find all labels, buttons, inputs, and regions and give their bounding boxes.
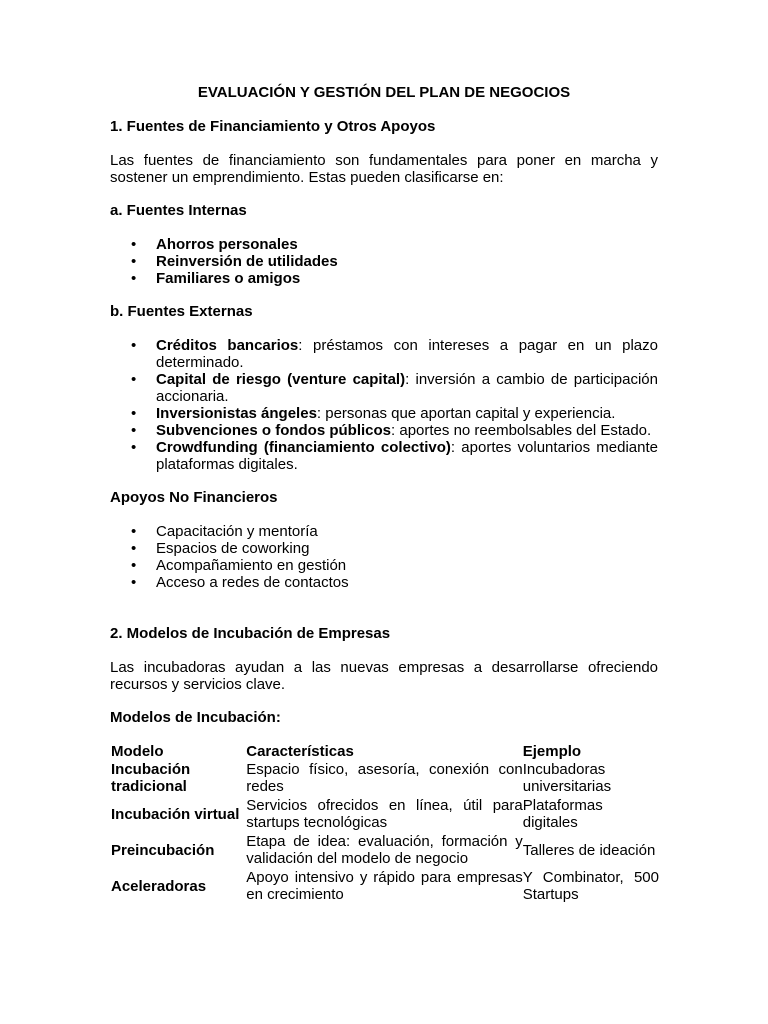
table-cell-features: Etapa de idea: evaluación, formación y validación del modelo de negocio: [246, 833, 523, 867]
internal-sources-heading: a. Fuentes Internas: [110, 202, 247, 219]
bullet-icon: •: [131, 405, 137, 422]
table-cell-example: Plataformas digitales: [522, 797, 603, 831]
list-item: [131, 337, 658, 371]
list-item: [131, 371, 658, 405]
table-cell-features: Servicios ofrecidos en línea, útil para startups tecnológicas: [246, 797, 523, 831]
table-row: [111, 869, 659, 905]
table-cell-model: Incubación virtual: [111, 805, 240, 823]
table-cell-features: Espacio físico, asesoría, conexión con redes: [246, 761, 523, 795]
column-header-ejemplo: Ejemplo: [522, 743, 582, 760]
table-header-row: [111, 743, 659, 761]
list-item-term: Inversionistas ángeles: [156, 405, 317, 422]
incubation-models-table: [111, 743, 659, 905]
table-cell-example: Y Combinator, 500 Startups: [522, 869, 659, 903]
list-item-desc: : aportes voluntarios mediante plataformas digitales.: [156, 439, 658, 473]
table-row: [111, 797, 659, 833]
list-item: • Acompañamiento en gestión: [131, 557, 347, 574]
bullet-icon: •: [131, 337, 137, 354]
list-item-term: Subvenciones o fondos públicos: [156, 422, 392, 439]
spacer: [110, 607, 658, 625]
bullet-icon: •: [131, 540, 137, 557]
list-item-desc: : préstamos con intereses a pagar en un plazo determinado.: [156, 337, 658, 371]
list-item-term: Crowdfunding (financiamiento colectivo): [156, 439, 451, 456]
list-item: • Familiares o amigos: [131, 270, 301, 287]
list-item-desc: : inversión a cambio de participación accionaria.: [156, 371, 658, 405]
table-cell-example: Talleres de ideación: [522, 841, 656, 859]
list-item-term: Capital de riesgo (venture capital): [156, 371, 406, 388]
bullet-icon: •: [131, 422, 137, 439]
list-item: • Acceso a redes de contactos: [131, 574, 349, 591]
bullet-icon: •: [131, 523, 137, 540]
table-row: [111, 761, 659, 797]
bullet-icon: •: [131, 557, 137, 574]
bullet-icon: •: [131, 236, 137, 253]
column-header-modelo: Modelo: [111, 743, 164, 760]
section2-intro: Las incubadoras ayudan a las nuevas empresas a desarrollarse ofreciendo recursos y servicios clave.: [110, 659, 658, 693]
list-item-desc: : aportes no reembolsables del Estado.: [391, 422, 652, 439]
list-item: [131, 439, 658, 473]
table-cell-model: Preincubación: [111, 841, 215, 859]
table-cell-features: Apoyo intensivo y rápido para empresas en crecimiento: [246, 869, 523, 903]
bullet-icon: •: [131, 270, 137, 287]
table-cell-model: Aceleradoras: [111, 877, 207, 895]
table-cell-example: Incubadoras universitarias: [522, 761, 612, 795]
bullet-icon: •: [131, 574, 137, 591]
document-title: EVALUACIÓN Y GESTIÓN DEL PLAN DE NEGOCIOS: [197, 84, 571, 101]
external-sources-heading: b. Fuentes Externas: [110, 303, 253, 320]
list-item-desc: : personas que aportan capital y experiencia.: [316, 405, 616, 422]
list-item: • Ahorros personales: [131, 236, 298, 253]
list-item: • Espacios de coworking: [131, 540, 310, 557]
non-financial-heading: Apoyos No Financieros: [110, 489, 278, 506]
section1-intro: Las fuentes de financiamiento son fundamentales para poner en marcha y sostener un emprendimiento. Estas pueden clasificarse en:: [110, 152, 658, 186]
list-item: • Capacitación y mentoría: [131, 523, 318, 540]
bullet-icon: •: [131, 439, 137, 456]
bullet-icon: •: [131, 371, 137, 388]
bullet-icon: •: [131, 253, 137, 270]
section2-heading: 2. Modelos de Incubación de Empresas: [110, 625, 391, 642]
list-item: • Reinversión de utilidades: [131, 253, 338, 270]
table-row: [111, 833, 659, 869]
list-item: [131, 405, 658, 422]
external-sources-list: [110, 337, 658, 473]
models-heading: Modelos de Incubación:: [110, 709, 281, 726]
non-financial-list: [110, 523, 658, 591]
table-cell-model: Incubación tradicional: [111, 761, 191, 795]
column-header-caracteristicas: Características: [246, 743, 354, 760]
list-item: [131, 422, 658, 439]
internal-sources-list: [110, 236, 658, 287]
list-item-term: Créditos bancarios: [156, 337, 299, 354]
section1-heading: 1. Fuentes de Financiamiento y Otros Apoyos: [110, 118, 436, 135]
